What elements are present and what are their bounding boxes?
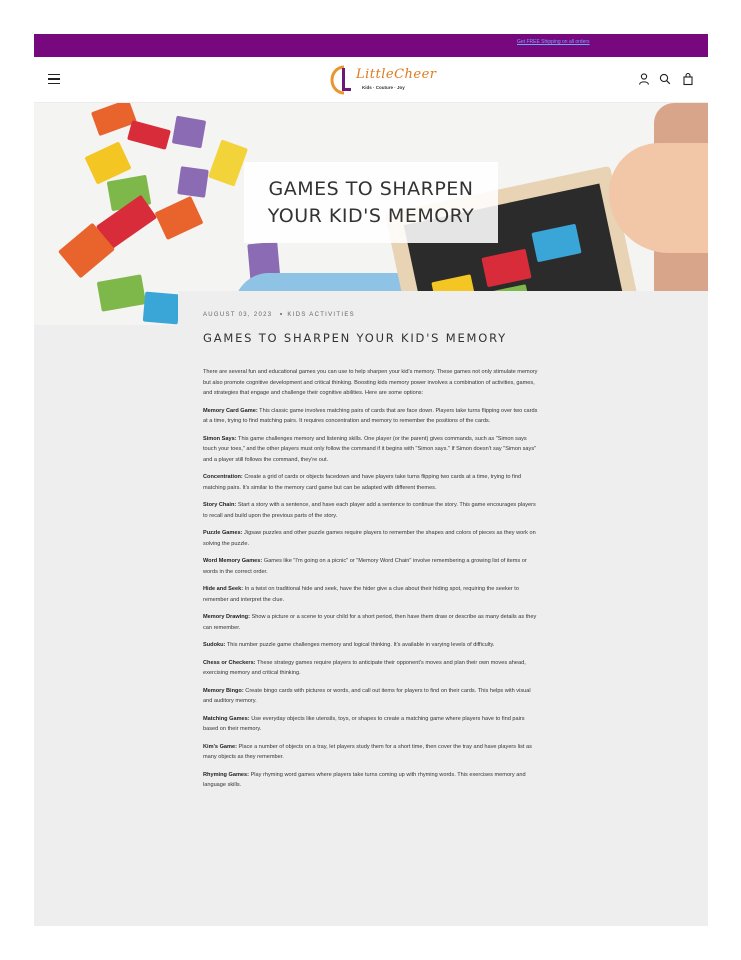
- article-list-item: [203, 500, 539, 521]
- article-item-name: Chess or Checkers:: [203, 659, 256, 666]
- article-list-item: [203, 556, 539, 577]
- logo-text: LittleCheer: [356, 67, 437, 82]
- hero-title: GAMES TO SHARPEN YOUR KID'S MEMORY: [267, 177, 475, 227]
- announcement-link[interactable]: Get FREE Shipping on all orders: [517, 39, 590, 45]
- puzzle-piece-shape: [97, 274, 147, 311]
- article-item-name: Memory Bingo:: [203, 687, 244, 694]
- article-list-item: [203, 658, 539, 679]
- article-list-item: [203, 742, 539, 763]
- puzzle-piece-shape: [172, 116, 206, 149]
- article-list-item: [203, 714, 539, 735]
- article-item-name: Kim's Game:: [203, 743, 237, 750]
- article-item-text: Jigsaw puzzles and other puzzle games require players to remember the shapes and colors of pieces as they work on solving the puzzle.: [203, 530, 536, 547]
- site-logo[interactable]: [326, 64, 437, 96]
- article-item-name: Word Memory Games:: [203, 558, 263, 564]
- article-item-name: Hide and Seek:: [203, 586, 244, 592]
- article-item-text: Games like "I'm going on a picnic" or "Memory Word Chain" involve remembering a growing list of items or words in the correct order.: [203, 558, 527, 575]
- puzzle-piece-shape: [127, 120, 171, 150]
- puzzle-piece-shape: [143, 292, 180, 325]
- announcement-bar: [34, 34, 708, 57]
- article-category-link[interactable]: KIDS ACTIVITIES: [287, 312, 355, 318]
- search-icon[interactable]: [658, 72, 672, 86]
- account-icon[interactable]: [637, 72, 651, 86]
- article-item-text: Create a grid of cards or objects facedown and have players take turns flipping two cards at a time, trying to find matching pairs. It's similar to the memory card game but can be adapted with different themes.: [203, 474, 522, 491]
- article-item-name: Simon Says:: [203, 435, 237, 442]
- hero-title-box: [244, 162, 498, 243]
- site-header: [34, 57, 708, 103]
- logo-mark-icon: [330, 65, 354, 95]
- article-item-text: Play rhyming word games where players take turns coming up with rhyming words. This exercises memory and language skills.: [203, 771, 526, 788]
- article-item-name: Memory Card Game:: [203, 407, 258, 414]
- article-intro: There are several fun and educational games you can use to help sharpen your kid's memory. These games not only stimulate memory but also promote cognitive development and critical thinking. Boosting kids memory power involves a combination of activities, games, and strategies that engage and challenge their cognitive abilities. Here are some options:: [203, 369, 538, 396]
- article-meta: [203, 312, 355, 318]
- article-body: [203, 367, 539, 798]
- article-item-text: This classic game involves matching pairs of cards that are face down. Players take turns flipping over two cards at a time, trying to find matching pairs. It requires concentration and memory to remember the positions of the cards.: [203, 407, 538, 424]
- article-date: AUGUST 03, 2023: [203, 312, 273, 318]
- logo-tagline: Kids · Couture · Joy: [362, 85, 405, 90]
- article-item-text: Start a story with a sentence, and have each player add a sentence to continue the story. This game encourages players to recall and build upon the previous parts of the story.: [203, 502, 536, 519]
- article-item-text: This game challenges memory and listening skills. One player (or the parent) gives commands, such as "Simon says touch your toes," and the other players must only follow the command if it begins with "Simon says." If Simon doesn't say "Simon says" and a player still follows the command, they're out.: [203, 435, 537, 463]
- article-item-name: Concentration:: [203, 474, 243, 480]
- article-list-item: [203, 770, 539, 791]
- article-list-item: [203, 406, 539, 427]
- puzzle-piece-shape: [208, 139, 248, 186]
- article-item-name: Puzzle Games:: [203, 530, 243, 536]
- article-list: [203, 406, 539, 791]
- article-item-text: Place a number of objects on a tray, let players study them for a short time, then cover the tray and have players list as many objects as they remember.: [203, 743, 532, 760]
- article-item-text: This number puzzle game challenges memory and logical thinking. It's available in varying levels of difficulty.: [226, 642, 495, 648]
- article-list-item: [203, 640, 539, 651]
- article-item-text: Show a picture or a scene to your child for a short period, then have them draw or describe as many details as they can remember.: [203, 614, 537, 631]
- article-item-text: These strategy games require players to anticipate their opponent's moves and plan their own moves ahead, exercising memory and critical thinking.: [203, 659, 526, 676]
- article-item-text: In a twist on traditional hide and seek, have the hider give a clue about their hiding spot, requiring the seeker to remember and interpret the clue.: [203, 586, 519, 603]
- article-list-item: [203, 686, 539, 707]
- page-frame: [34, 34, 708, 926]
- article-item-name: Matching Games:: [203, 715, 250, 722]
- meta-separator: [280, 313, 282, 315]
- article-list-item: [203, 434, 539, 466]
- article-list-item: [203, 584, 539, 605]
- puzzle-piece-shape: [155, 196, 204, 240]
- article-item-text: Create bingo cards with pictures or words, and call out items for players to find on their cards. This helps with visual and auditory memory.: [203, 687, 531, 704]
- article-item-text: Use everyday objects like utensils, toys, or shapes to create a matching game where players have to find pairs based on their memory.: [203, 715, 525, 732]
- cart-icon[interactable]: [681, 72, 695, 86]
- article-item-name: Sudoku:: [203, 642, 226, 648]
- article-list-item: [203, 612, 539, 633]
- article-item-name: Memory Drawing:: [203, 614, 250, 620]
- article-item-name: Story Chain:: [203, 502, 237, 508]
- menu-icon[interactable]: [48, 74, 60, 84]
- article-title: GAMES TO SHARPEN YOUR KID'S MEMORY: [203, 331, 507, 345]
- article-list-item: [203, 472, 539, 493]
- puzzle-piece-shape: [177, 166, 209, 198]
- article-list-item: [203, 528, 539, 549]
- article-item-name: Rhyming Games:: [203, 771, 250, 778]
